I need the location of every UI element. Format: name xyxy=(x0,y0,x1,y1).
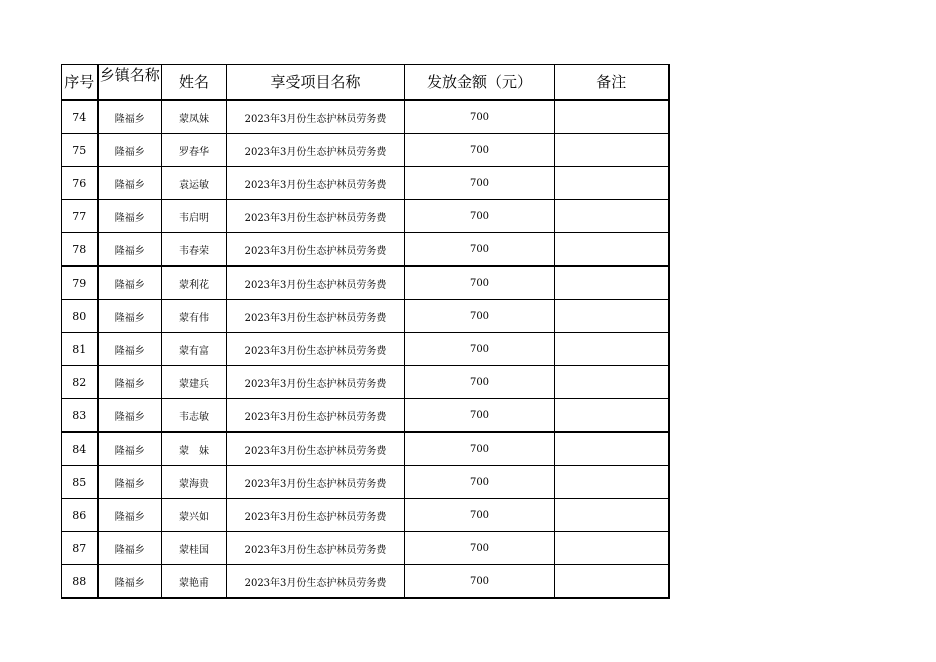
table-row xyxy=(62,466,669,499)
cell-amount[interactable]: 700 xyxy=(405,333,555,366)
cell-no[interactable]: 75 xyxy=(62,134,98,167)
cell-no[interactable]: 76 xyxy=(62,167,98,200)
cell-name[interactable]: 蒙有伟 xyxy=(162,300,227,333)
cell-town[interactable]: 隆福乡 xyxy=(98,300,162,333)
cell-town[interactable]: 隆福乡 xyxy=(98,399,162,433)
cell-no[interactable]: 74 xyxy=(62,100,98,134)
cell-item[interactable]: 2023年3月份生态护林员劳务费 xyxy=(227,399,405,433)
cell-amount[interactable]: 700 xyxy=(405,233,555,267)
cell-name[interactable]: 蒙艳甫 xyxy=(162,565,227,599)
table-row xyxy=(62,167,669,200)
cell-item[interactable]: 2023年3月份生态护林员劳务费 xyxy=(227,366,405,399)
cell-town[interactable]: 隆福乡 xyxy=(98,167,162,200)
header-town-label: 乡镇名称 xyxy=(99,67,160,84)
cell-name[interactable]: 韦春荣 xyxy=(162,233,227,267)
cell-name[interactable]: 韦启明 xyxy=(162,200,227,233)
table-row xyxy=(62,565,669,599)
cell-amount[interactable]: 700 xyxy=(405,167,555,200)
cell-town[interactable]: 隆福乡 xyxy=(98,366,162,399)
cell-item[interactable]: 2023年3月份生态护林员劳务费 xyxy=(227,266,405,300)
table-row xyxy=(62,266,669,300)
cell-item[interactable]: 2023年3月份生态护林员劳务费 xyxy=(227,233,405,267)
cell-item[interactable]: 2023年3月份生态护林员劳务费 xyxy=(227,200,405,233)
cell-item[interactable]: 2023年3月份生态护林员劳务费 xyxy=(227,300,405,333)
cell-note[interactable] xyxy=(555,167,669,200)
payment-table xyxy=(61,64,670,599)
cell-amount[interactable]: 700 xyxy=(405,266,555,300)
cell-no[interactable]: 77 xyxy=(62,200,98,233)
cell-note[interactable] xyxy=(555,432,669,466)
cell-item[interactable]: 2023年3月份生态护林员劳务费 xyxy=(227,432,405,466)
cell-amount[interactable]: 700 xyxy=(405,200,555,233)
cell-town[interactable]: 隆福乡 xyxy=(98,266,162,300)
cell-item[interactable]: 2023年3月份生态护林员劳务费 xyxy=(227,466,405,499)
cell-town[interactable]: 隆福乡 xyxy=(98,200,162,233)
cell-note[interactable] xyxy=(555,300,669,333)
cell-note[interactable] xyxy=(555,399,669,433)
cell-name-text: 蒙妹 xyxy=(179,445,219,457)
cell-amount[interactable]: 700 xyxy=(405,532,555,565)
cell-amount[interactable]: 700 xyxy=(405,399,555,433)
cell-item[interactable]: 2023年3月份生态护林员劳务费 xyxy=(227,565,405,599)
cell-town[interactable]: 隆福乡 xyxy=(98,134,162,167)
cell-name[interactable]: 蒙凤妹 xyxy=(162,100,227,134)
cell-amount[interactable]: 700 xyxy=(405,432,555,466)
table-row xyxy=(62,532,669,565)
table-body xyxy=(62,100,669,598)
header-name[interactable]: 姓名 xyxy=(162,65,227,101)
cell-item[interactable]: 2023年3月份生态护林员劳务费 xyxy=(227,333,405,366)
cell-note[interactable] xyxy=(555,366,669,399)
cell-no[interactable]: 78 xyxy=(62,233,98,267)
cell-no[interactable]: 80 xyxy=(62,300,98,333)
header-item[interactable]: 享受项目名称 xyxy=(227,65,405,101)
cell-note[interactable] xyxy=(555,333,669,366)
cell-note[interactable] xyxy=(555,100,669,134)
cell-town[interactable]: 隆福乡 xyxy=(98,333,162,366)
cell-no[interactable]: 88 xyxy=(62,565,98,599)
cell-note[interactable] xyxy=(555,200,669,233)
header-amount[interactable]: 发放金额（元） xyxy=(405,65,555,101)
cell-no[interactable]: 86 xyxy=(62,499,98,532)
cell-no[interactable]: 84 xyxy=(62,432,98,466)
cell-name[interactable]: 蒙利花 xyxy=(162,266,227,300)
table-row xyxy=(62,100,669,134)
cell-note[interactable] xyxy=(555,532,669,565)
table-row xyxy=(62,233,669,267)
header-town[interactable] xyxy=(98,65,162,101)
cell-name[interactable]: 蒙建兵 xyxy=(162,366,227,399)
cell-name[interactable]: 韦志敏 xyxy=(162,399,227,433)
cell-item[interactable]: 2023年3月份生态护林员劳务费 xyxy=(227,499,405,532)
cell-no[interactable]: 79 xyxy=(62,266,98,300)
cell-no[interactable]: 87 xyxy=(62,532,98,565)
cell-name[interactable] xyxy=(162,432,227,466)
cell-item[interactable]: 2023年3月份生态护林员劳务费 xyxy=(227,167,405,200)
cell-town[interactable]: 隆福乡 xyxy=(98,499,162,532)
cell-name[interactable]: 蒙有富 xyxy=(162,333,227,366)
cell-amount[interactable]: 700 xyxy=(405,100,555,134)
cell-no[interactable]: 85 xyxy=(62,466,98,499)
cell-name[interactable]: 蒙海贵 xyxy=(162,466,227,499)
table-row xyxy=(62,432,669,466)
header-row xyxy=(62,65,669,101)
cell-town[interactable]: 隆福乡 xyxy=(98,233,162,267)
cell-amount[interactable]: 700 xyxy=(405,565,555,599)
cell-town[interactable]: 隆福乡 xyxy=(98,100,162,134)
table-row xyxy=(62,200,669,233)
header-no[interactable]: 序号 xyxy=(62,65,98,101)
cell-town[interactable]: 隆福乡 xyxy=(98,565,162,599)
cell-note[interactable] xyxy=(555,233,669,267)
table-row xyxy=(62,366,669,399)
cell-item[interactable]: 2023年3月份生态护林员劳务费 xyxy=(227,134,405,167)
cell-no[interactable]: 81 xyxy=(62,333,98,366)
table-row xyxy=(62,134,669,167)
cell-item[interactable]: 2023年3月份生态护林员劳务费 xyxy=(227,532,405,565)
cell-name[interactable]: 蒙桂国 xyxy=(162,532,227,565)
cell-no[interactable]: 82 xyxy=(62,366,98,399)
cell-amount[interactable]: 700 xyxy=(405,300,555,333)
table-row xyxy=(62,300,669,333)
cell-name[interactable]: 罗春华 xyxy=(162,134,227,167)
cell-note[interactable] xyxy=(555,266,669,300)
cell-no[interactable]: 83 xyxy=(62,399,98,433)
cell-amount[interactable]: 700 xyxy=(405,134,555,167)
table-row xyxy=(62,399,669,433)
cell-amount[interactable]: 700 xyxy=(405,499,555,532)
header-note[interactable]: 备注 xyxy=(555,65,669,101)
cell-name[interactable]: 蒙兴如 xyxy=(162,499,227,532)
cell-amount[interactable]: 700 xyxy=(405,366,555,399)
cell-note[interactable] xyxy=(555,565,669,599)
cell-amount[interactable]: 700 xyxy=(405,466,555,499)
cell-town[interactable]: 隆福乡 xyxy=(98,532,162,565)
cell-town[interactable]: 隆福乡 xyxy=(98,432,162,466)
table-row xyxy=(62,499,669,532)
table-row xyxy=(62,333,669,366)
cell-note[interactable] xyxy=(555,499,669,532)
cell-town[interactable]: 隆福乡 xyxy=(98,466,162,499)
cell-note[interactable] xyxy=(555,466,669,499)
cell-item[interactable]: 2023年3月份生态护林员劳务费 xyxy=(227,100,405,134)
cell-name[interactable]: 袁运敏 xyxy=(162,167,227,200)
cell-note[interactable] xyxy=(555,134,669,167)
